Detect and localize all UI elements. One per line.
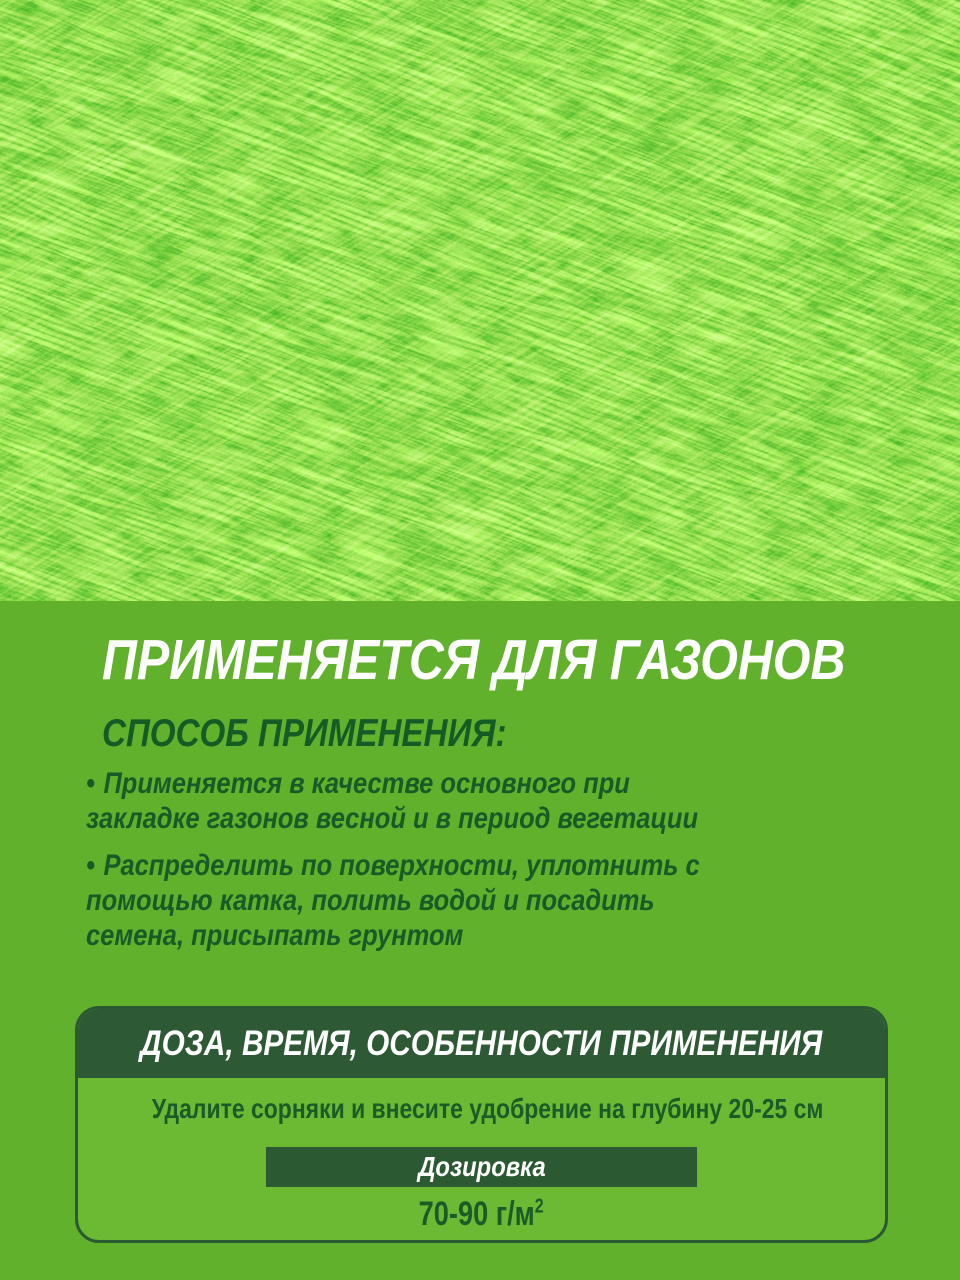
usage-panel-header bbox=[78, 1009, 885, 1078]
dosage-value-text: 70-90 г/м bbox=[418, 1195, 536, 1233]
info-section bbox=[0, 601, 960, 1280]
list-item-line: семена, присыпать грунтом bbox=[86, 919, 464, 952]
instruction-text: Удалите сорняки и внесите удобрение на глубину 20-25 см bbox=[151, 1093, 824, 1124]
method-heading bbox=[102, 713, 578, 755]
list-item-line: помощью катка, полить водой и посадить bbox=[86, 884, 655, 917]
usage-panel bbox=[75, 1006, 888, 1243]
bullet-dot-icon: • bbox=[86, 767, 95, 800]
list-item bbox=[86, 848, 896, 953]
list-item-line: закладке газонов весной и в период вегетации bbox=[86, 802, 699, 835]
dosage-label-text: Дозировка bbox=[417, 1151, 546, 1182]
dosage-superscript: 2 bbox=[535, 1195, 545, 1218]
page-title-text: ПРИМЕНЯЕТСЯ ДЛЯ ГАЗОНОВ bbox=[102, 628, 846, 692]
dosage-label-bar bbox=[266, 1147, 697, 1187]
usage-panel-header-text: ДОЗА, ВРЕМЯ, ОСОБЕННОСТИ ПРИМЕНЕНИЯ bbox=[140, 1024, 823, 1063]
dosage-value bbox=[78, 1195, 885, 1233]
list-item bbox=[86, 766, 896, 836]
list-item-line: Распределить по поверхности, уплотнить с bbox=[103, 849, 700, 882]
method-list bbox=[86, 766, 896, 965]
page-title bbox=[102, 630, 960, 690]
list-item-line: Применяется в качестве основного при bbox=[103, 767, 630, 800]
bullet-dot-icon: • bbox=[86, 849, 95, 882]
grass-photo bbox=[0, 0, 960, 601]
method-heading-text: СПОСОБ ПРИМЕНЕНИЯ: bbox=[102, 712, 507, 755]
